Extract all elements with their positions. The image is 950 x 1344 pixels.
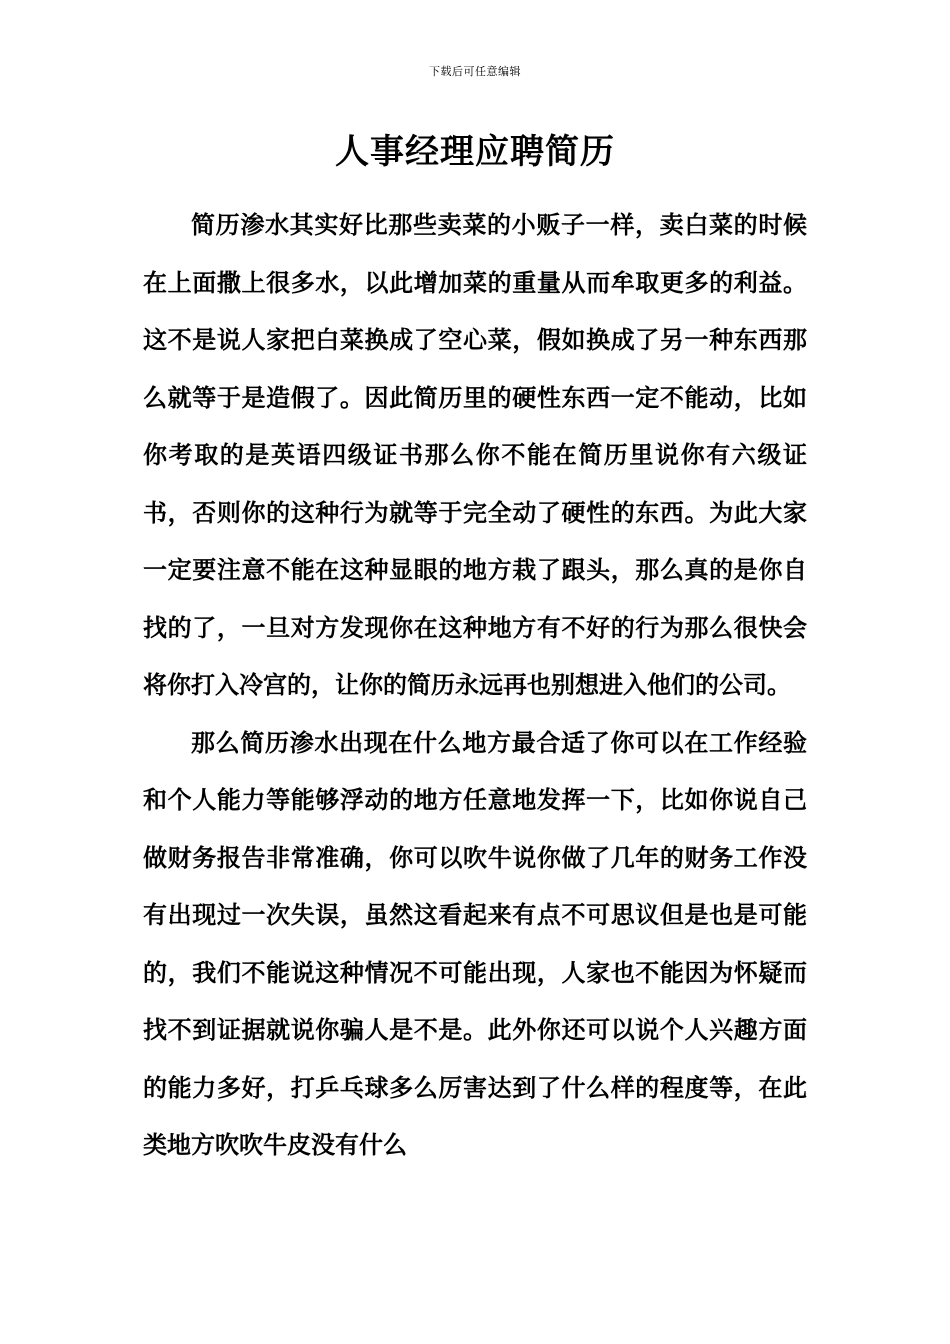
paragraph-1: 简历渗水其实好比那些卖菜的小贩子一样，卖白菜的时候在上面撒上很多水，以此增加菜的重量从而牟取更多的利益。这不是说人家把白菜换成了空心菜，假如换成了另一种东西那么就等于是造假了。因此简历里的硬性东西一定不能动，比如你考取的是英语四级证书那么你不能在简历里说你有六级证书，否则你的这种行为就等于完全动了硬性的东西。为此大家一定要注意不能在这种显眼的地方栽了跟头，那么真的是你自找的了，一旦对方发现你在这种地方有不好的行为那么很快会将你打入冷宫的，让你的简历永远再也别想进入他们的公司。 (143, 210, 807, 699)
paragraph-2: 那么简历渗水出现在什么地方最合适了你可以在工作经验和个人能力等能够浮动的地方任意地发挥一下，比如你说自己做财务报告非常准确，你可以吹牛说你做了几年的财务工作没有出现过一次失误，虽然这看起来有点不可思议但是也是可能的，我们不能说这种情况不可能出现，人家也不能因为怀疑而找不到证据就说你骗人是不是。此外你还可以说个人兴趣方面的能力多好，打乒乓球多么厉害达到了什么样的程度等，在此类地方吹吹牛皮没有什么 (143, 727, 807, 1159)
document-body (143, 196, 807, 1174)
document-title: 人事经理应聘简历 (335, 132, 615, 172)
header-note: 下载后可任意编辑 (429, 65, 521, 78)
